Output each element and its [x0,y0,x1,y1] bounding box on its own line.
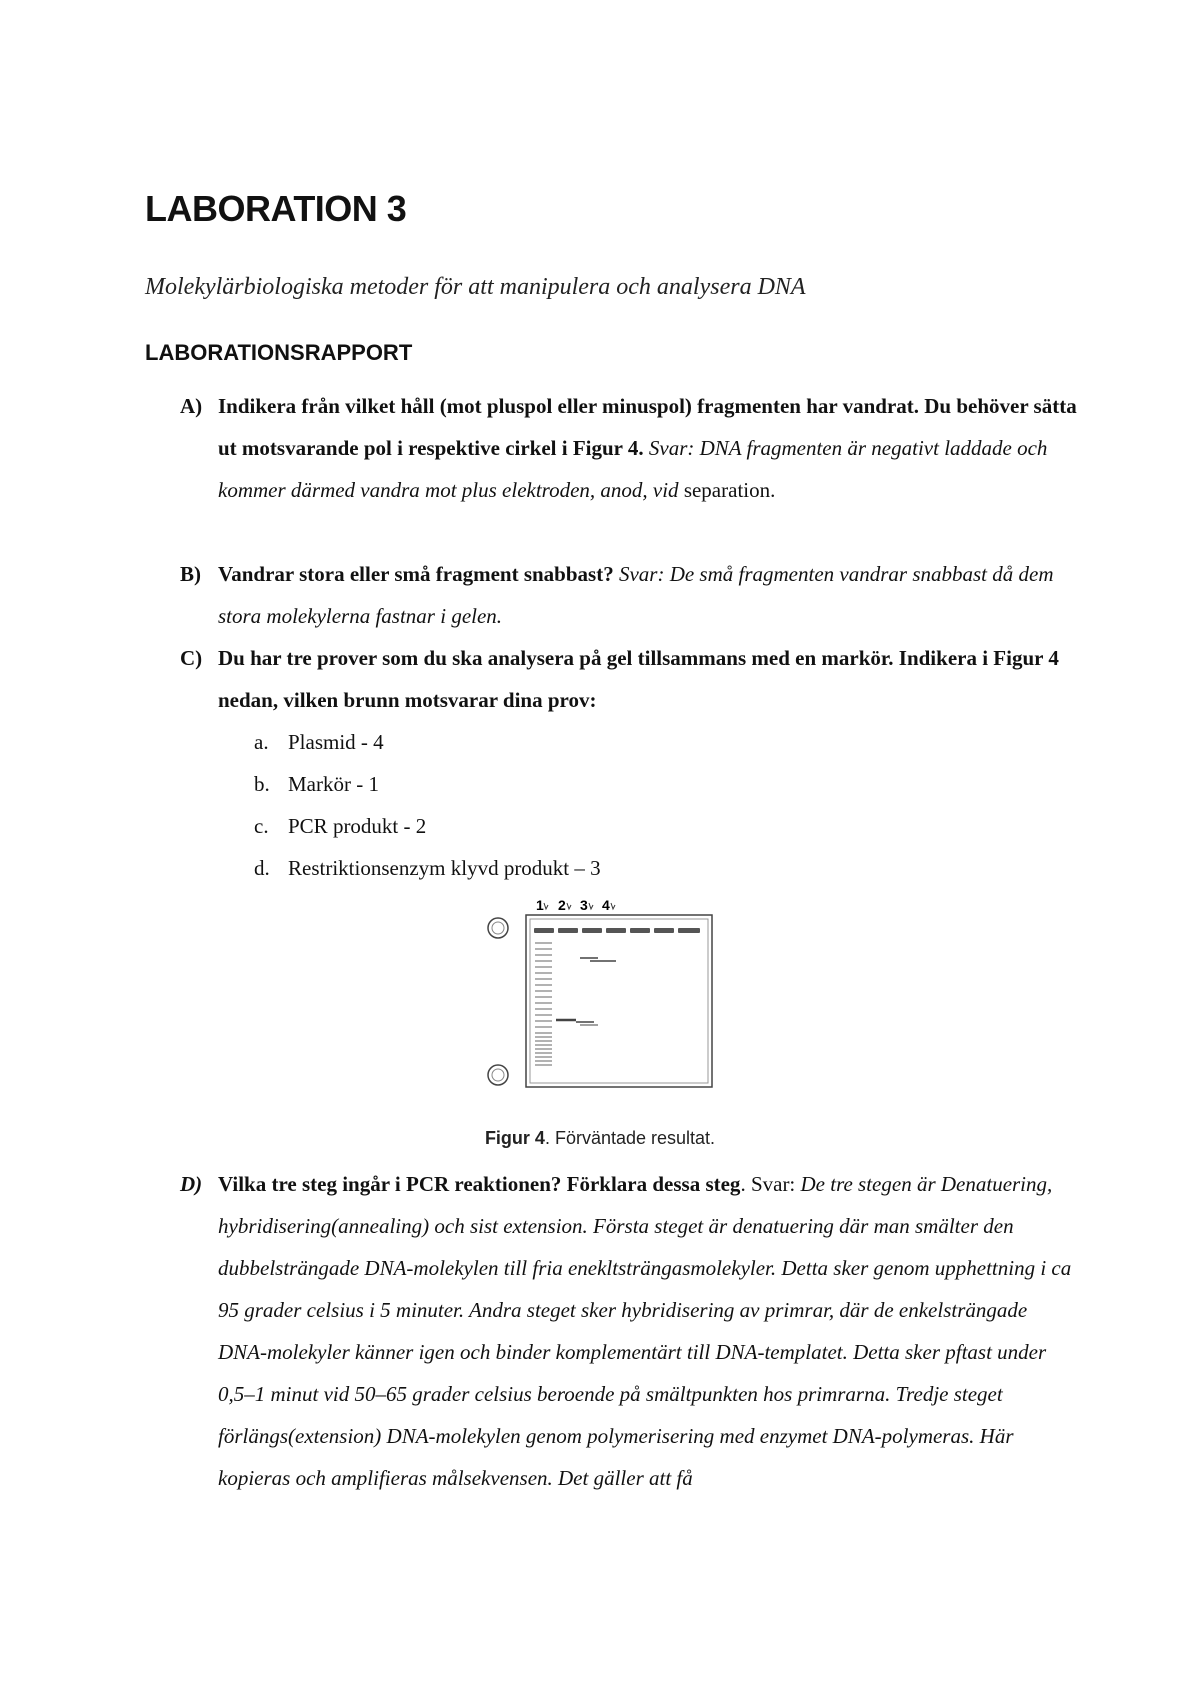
question-body [218,553,1080,637]
gel-figure [480,895,720,1095]
list-item-text: Markör - 1 [288,772,379,796]
document-subtitle: Molekylärbiologiska metoder för att manipulera och analysera DNA [145,274,806,300]
electrode-circle-bottom[interactable] [488,1065,508,1085]
caption-label: Figur 4 [484,1128,545,1148]
question-label: C) [180,646,203,670]
answer-text-plain: . Svar: [740,1172,801,1196]
document-title: LABORATION 3 [145,188,407,229]
answer-text: Svar: De små fragmenten vandrar snabbast då dem stora molekylerna fastnar i gelen. [218,562,1054,628]
list-item-label: b. [254,772,270,796]
question-b [180,553,1080,637]
electrode-circle-top[interactable] [488,918,508,938]
question-text: Du har tre prover som du ska analysera på gel tillsammans med en markör. Indikera i Figur 4 nedan, vilken brunn motsvarar dina prov: [218,646,1059,712]
lane-label: 3 [580,897,588,913]
list-item-label: a. [254,730,269,754]
answer-text: De tre stegen är Denatuering, hybridisering(annealing) och sist extension. Första steget är denatuering där man smälter den dubbelsträngade DNA-molekylen till fria enekltsträngasmolekyler. Detta sker genom upphettning i ca 95 grader celsius i 5 minuter. Andra steget sker hybridisering av primrar, där de enkelsträngade DNA-molekyler känner igen och binder komplementärt till DNA-templatet. Detta sker pftast under 0,5–1 minut vid 50–65 grader celsius beroende på smältpunkten hos primrarna. Tredje steget förlängs(extension) DNA-molekylen genom polymerisering med enzymet DNA-polymeras. Här kopieras och amplifieras målsekvensen. Det gäller att få [218,1172,1072,1490]
question-c [180,637,1080,721]
question-text: Vandrar stora eller små fragment snabbast? [218,562,614,586]
question-label: B) [180,562,201,586]
question-body [218,637,1080,721]
list-item-text: Restriktionsenzym klyvd produkt – 3 [288,856,601,880]
list-item [254,847,601,889]
lane-label: 4 [602,897,610,913]
lane-label: 1 [536,897,544,913]
lane-label: 2 [558,897,566,913]
answer-text: Svar: DNA fragmenten är negativt laddade och kommer därmed vandra mot plus elektroden, anod, vid [218,436,1048,502]
question-body [218,1163,1080,1499]
figure-caption [0,1128,1200,1149]
list-item [254,721,384,763]
caption-text: . Förväntade resultat. [544,1128,716,1148]
question-label: D) [180,1172,203,1196]
list-item-label: d. [254,856,270,880]
question-text: Vilka tre steg ingår i PCR reaktionen? Förklara dessa steg [218,1172,741,1196]
question-text: Indikera från vilket håll (mot pluspol eller minuspol) fragmenten har vandrat. Du behöver sätta ut motsvarande pol i respektive cirkel i Figur 4. [218,394,1077,460]
gel-box [526,915,712,1087]
list-item-label: c. [254,814,269,838]
section-heading: LABORATIONSRAPPORT [145,340,413,365]
question-label: A) [180,394,203,418]
answer-text-plain: separation. [678,478,776,502]
question-d [180,1163,1080,1499]
list-item [254,763,379,805]
question-body [218,385,1080,511]
list-item [254,805,426,847]
list-item-text: PCR produkt - 2 [288,814,427,838]
question-a [180,385,1080,511]
list-item-text: Plasmid - 4 [288,730,384,754]
